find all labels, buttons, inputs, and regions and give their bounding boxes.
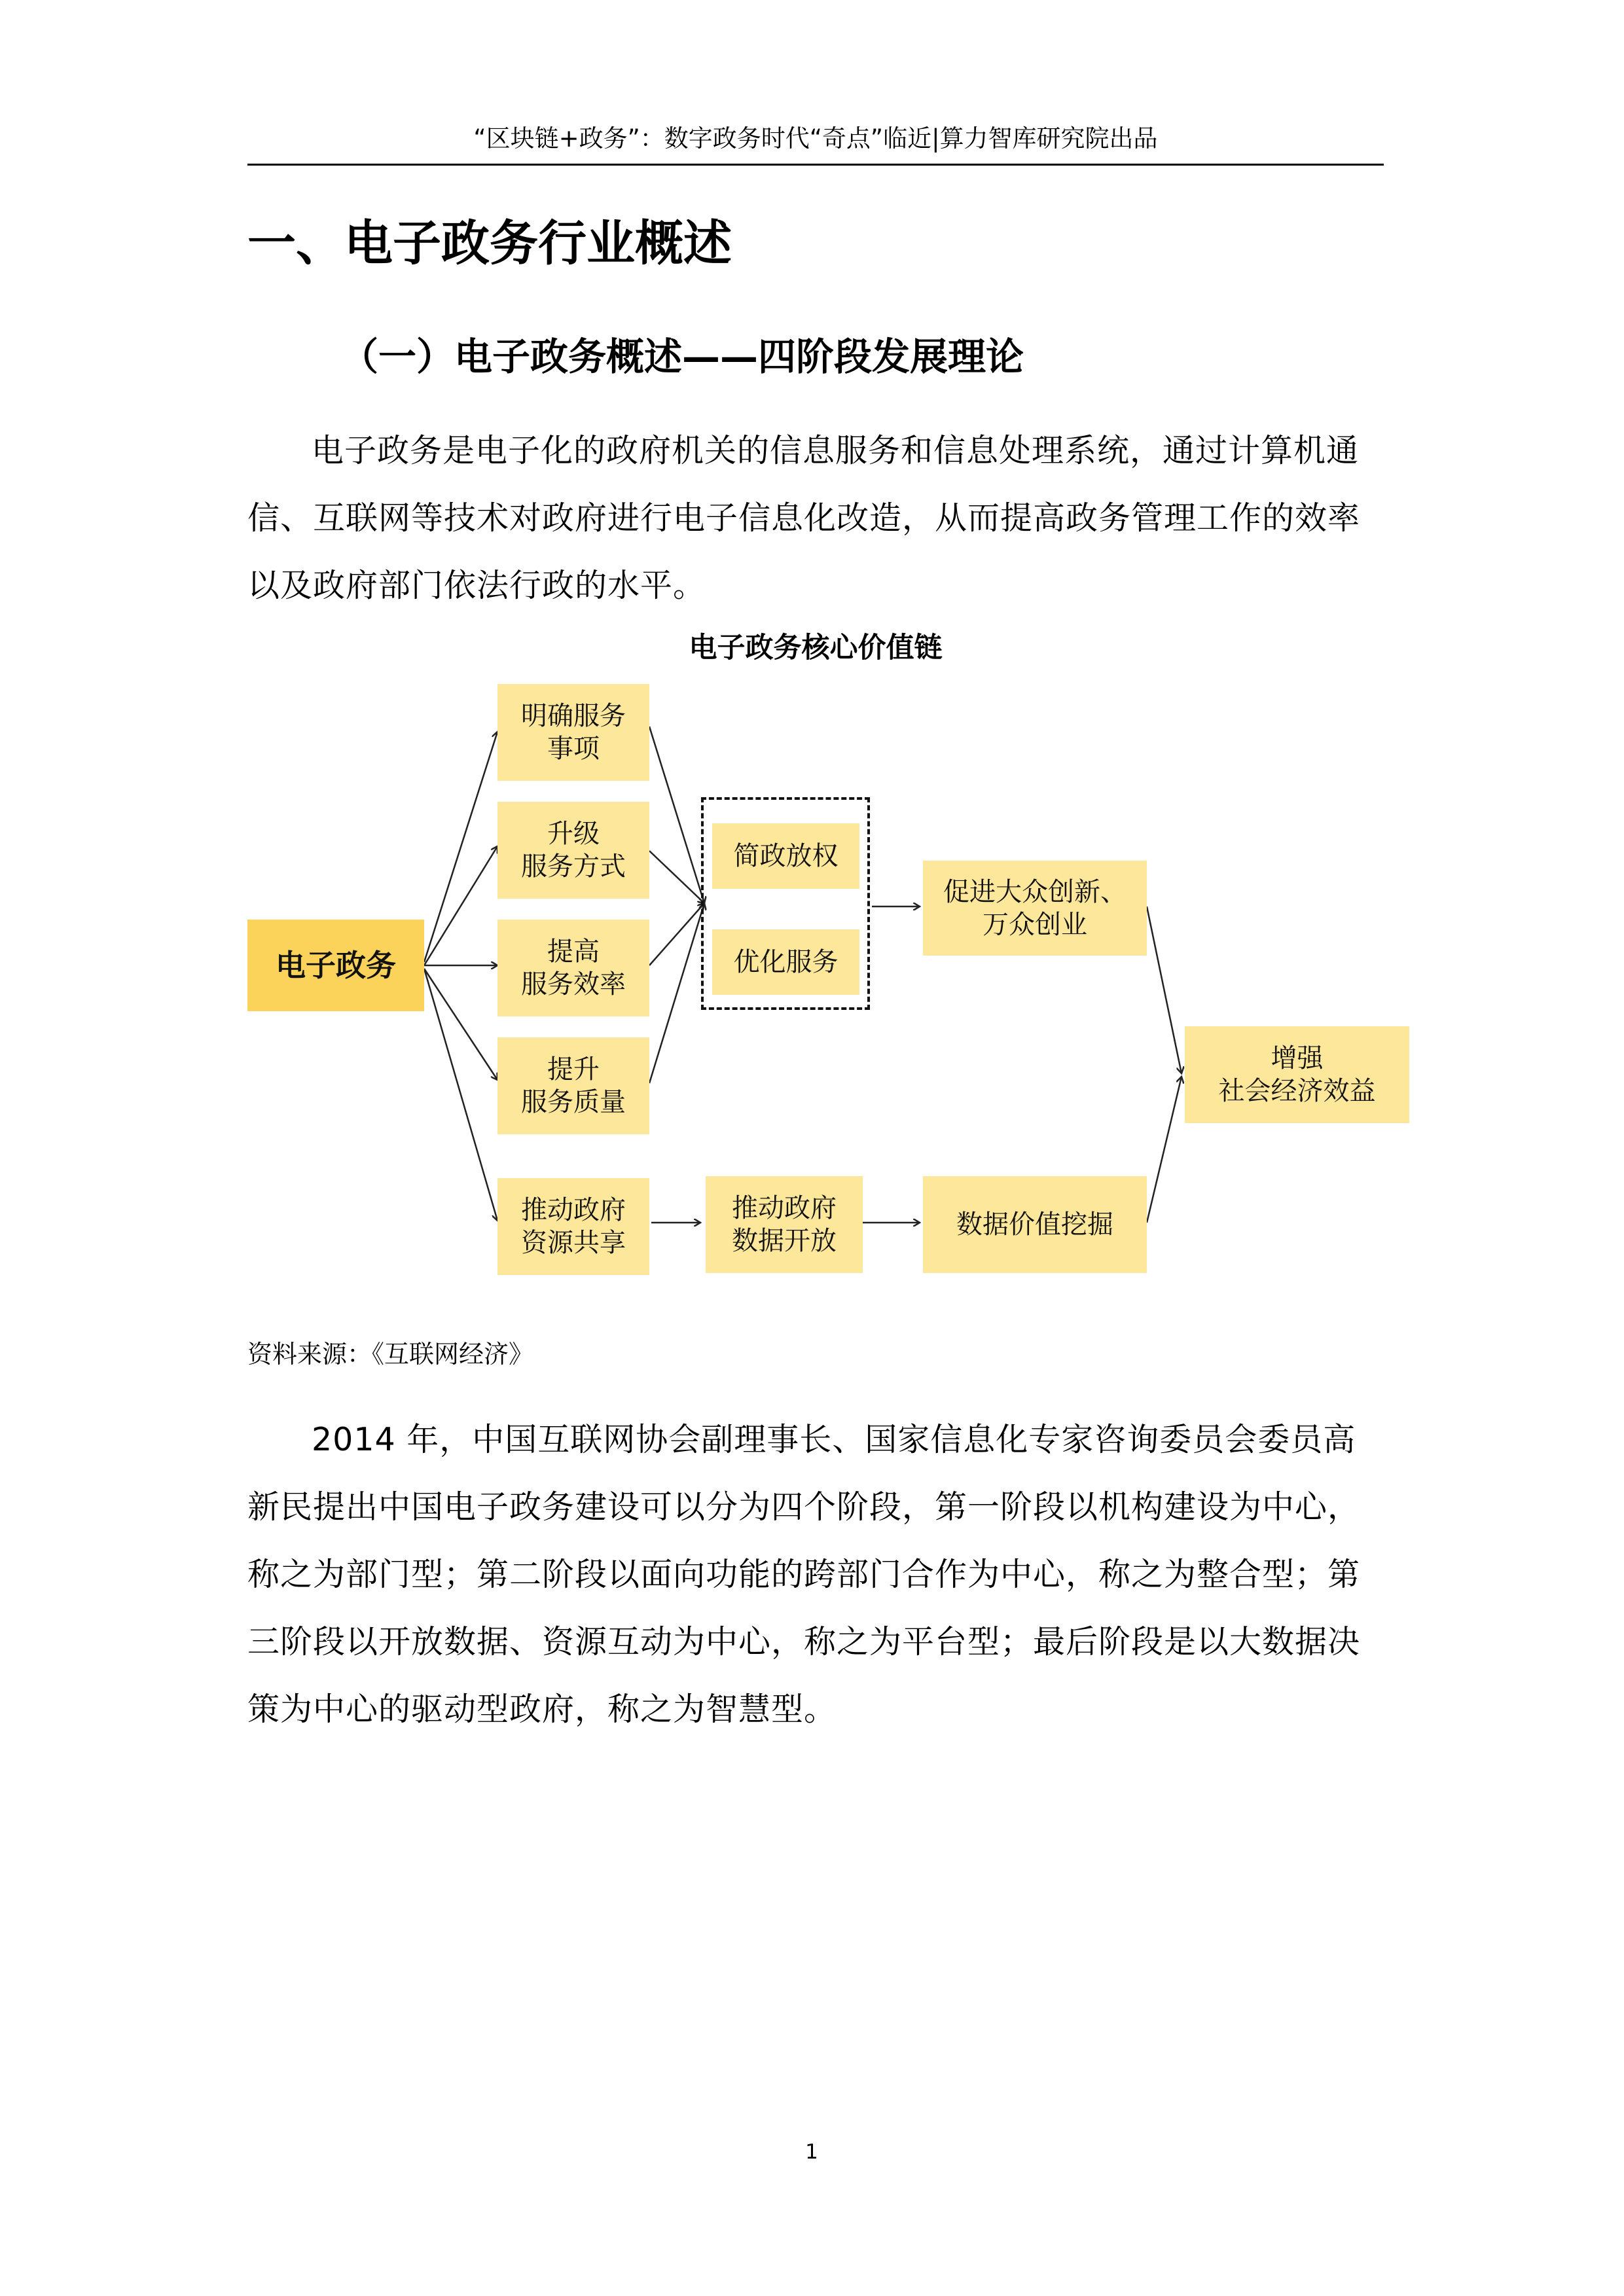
node-egov-label: 电子政务 xyxy=(276,948,396,983)
arrow-egov-share xyxy=(424,969,497,1221)
arrow-clarify-merge xyxy=(649,726,704,903)
figure-title: 电子政务核心价值链 xyxy=(689,632,943,664)
node-upgrade-label: 升级 服务方式 xyxy=(521,819,626,882)
node-quality-label: 提升 服务质量 xyxy=(521,1054,626,1117)
node-simplify xyxy=(712,823,859,889)
header-rule xyxy=(247,164,1384,166)
body-text: 2014 年，中国互联网协会副理事长、国家信息化专家咨询委员会委员高新民提出中国电子政务建设可以分为四个阶段，第一阶段以机构建设为中心，称之为部门型；第二阶段以面向功能的跨部门合作为中心，称之为整合型；第三阶段以开放数据、资源互动为中心，称之为平台型；最后阶段是以大数据决策为中心的驱动型政府，称之为智慧型。 xyxy=(247,1421,1361,1728)
node-simplify-label: 简政放权 xyxy=(733,841,839,871)
node-efficiency xyxy=(497,920,649,1016)
subsection-heading: （一）电子政务概述——四阶段发展理论 xyxy=(340,334,1024,379)
node-innovate-label: 促进大众创新、 万众创业 xyxy=(943,876,1127,940)
section-heading: 一、电子政务行业概述 xyxy=(247,215,732,272)
node-efficiency-label: 提高 服务效率 xyxy=(521,937,626,999)
arrow-datavalue-benefit xyxy=(1147,1077,1182,1223)
node-clarify-label: 明确服务 事项 xyxy=(521,701,626,764)
node-upgrade xyxy=(497,802,649,899)
intro-text: 电子政务是电子化的政府机关的信息服务和信息处理系统，通过计算机通信、互联网等技术对政府进行电子信息化改造，从而提高政务管理工作的效率以及政府部门依法行政的水平。 xyxy=(247,432,1361,604)
arrow-efficiency-merge xyxy=(649,903,704,965)
arrow-egov-quality xyxy=(424,969,497,1080)
page-header: “区块链+政务”：数字政务时代“奇点”临近|算力智库研究院出品 xyxy=(473,124,1158,152)
node-datavalue-label: 数据价值挖掘 xyxy=(956,1210,1113,1240)
page-number: 1 xyxy=(805,2140,818,2164)
node-opendata-label: 推动政府 数据开放 xyxy=(732,1193,837,1256)
node-benefit-label: 增强 社会经济效益 xyxy=(1218,1043,1376,1106)
node-clarify xyxy=(497,684,649,781)
node-optimize-label: 优化服务 xyxy=(733,947,839,977)
arrow-upgrade-merge xyxy=(649,851,704,903)
node-innovate xyxy=(923,861,1147,956)
node-opendata xyxy=(706,1176,863,1273)
node-egov xyxy=(247,920,424,1011)
node-quality xyxy=(497,1037,649,1134)
arrow-innovate-benefit xyxy=(1147,906,1182,1073)
figure-source: 资料来源：《互联网经济》 xyxy=(247,1340,534,1369)
arrow-egov-clarify xyxy=(424,732,497,962)
node-benefit xyxy=(1185,1026,1409,1123)
arrow-quality-merge xyxy=(649,903,704,1083)
intro-paragraph xyxy=(247,417,1384,619)
node-optimize xyxy=(712,929,859,995)
body-paragraph xyxy=(247,1406,1384,1743)
node-datavalue xyxy=(923,1176,1147,1273)
node-share xyxy=(497,1178,649,1275)
node-share-label: 推动政府 资源共享 xyxy=(521,1195,626,1258)
arrow-egov-upgrade xyxy=(424,846,497,965)
